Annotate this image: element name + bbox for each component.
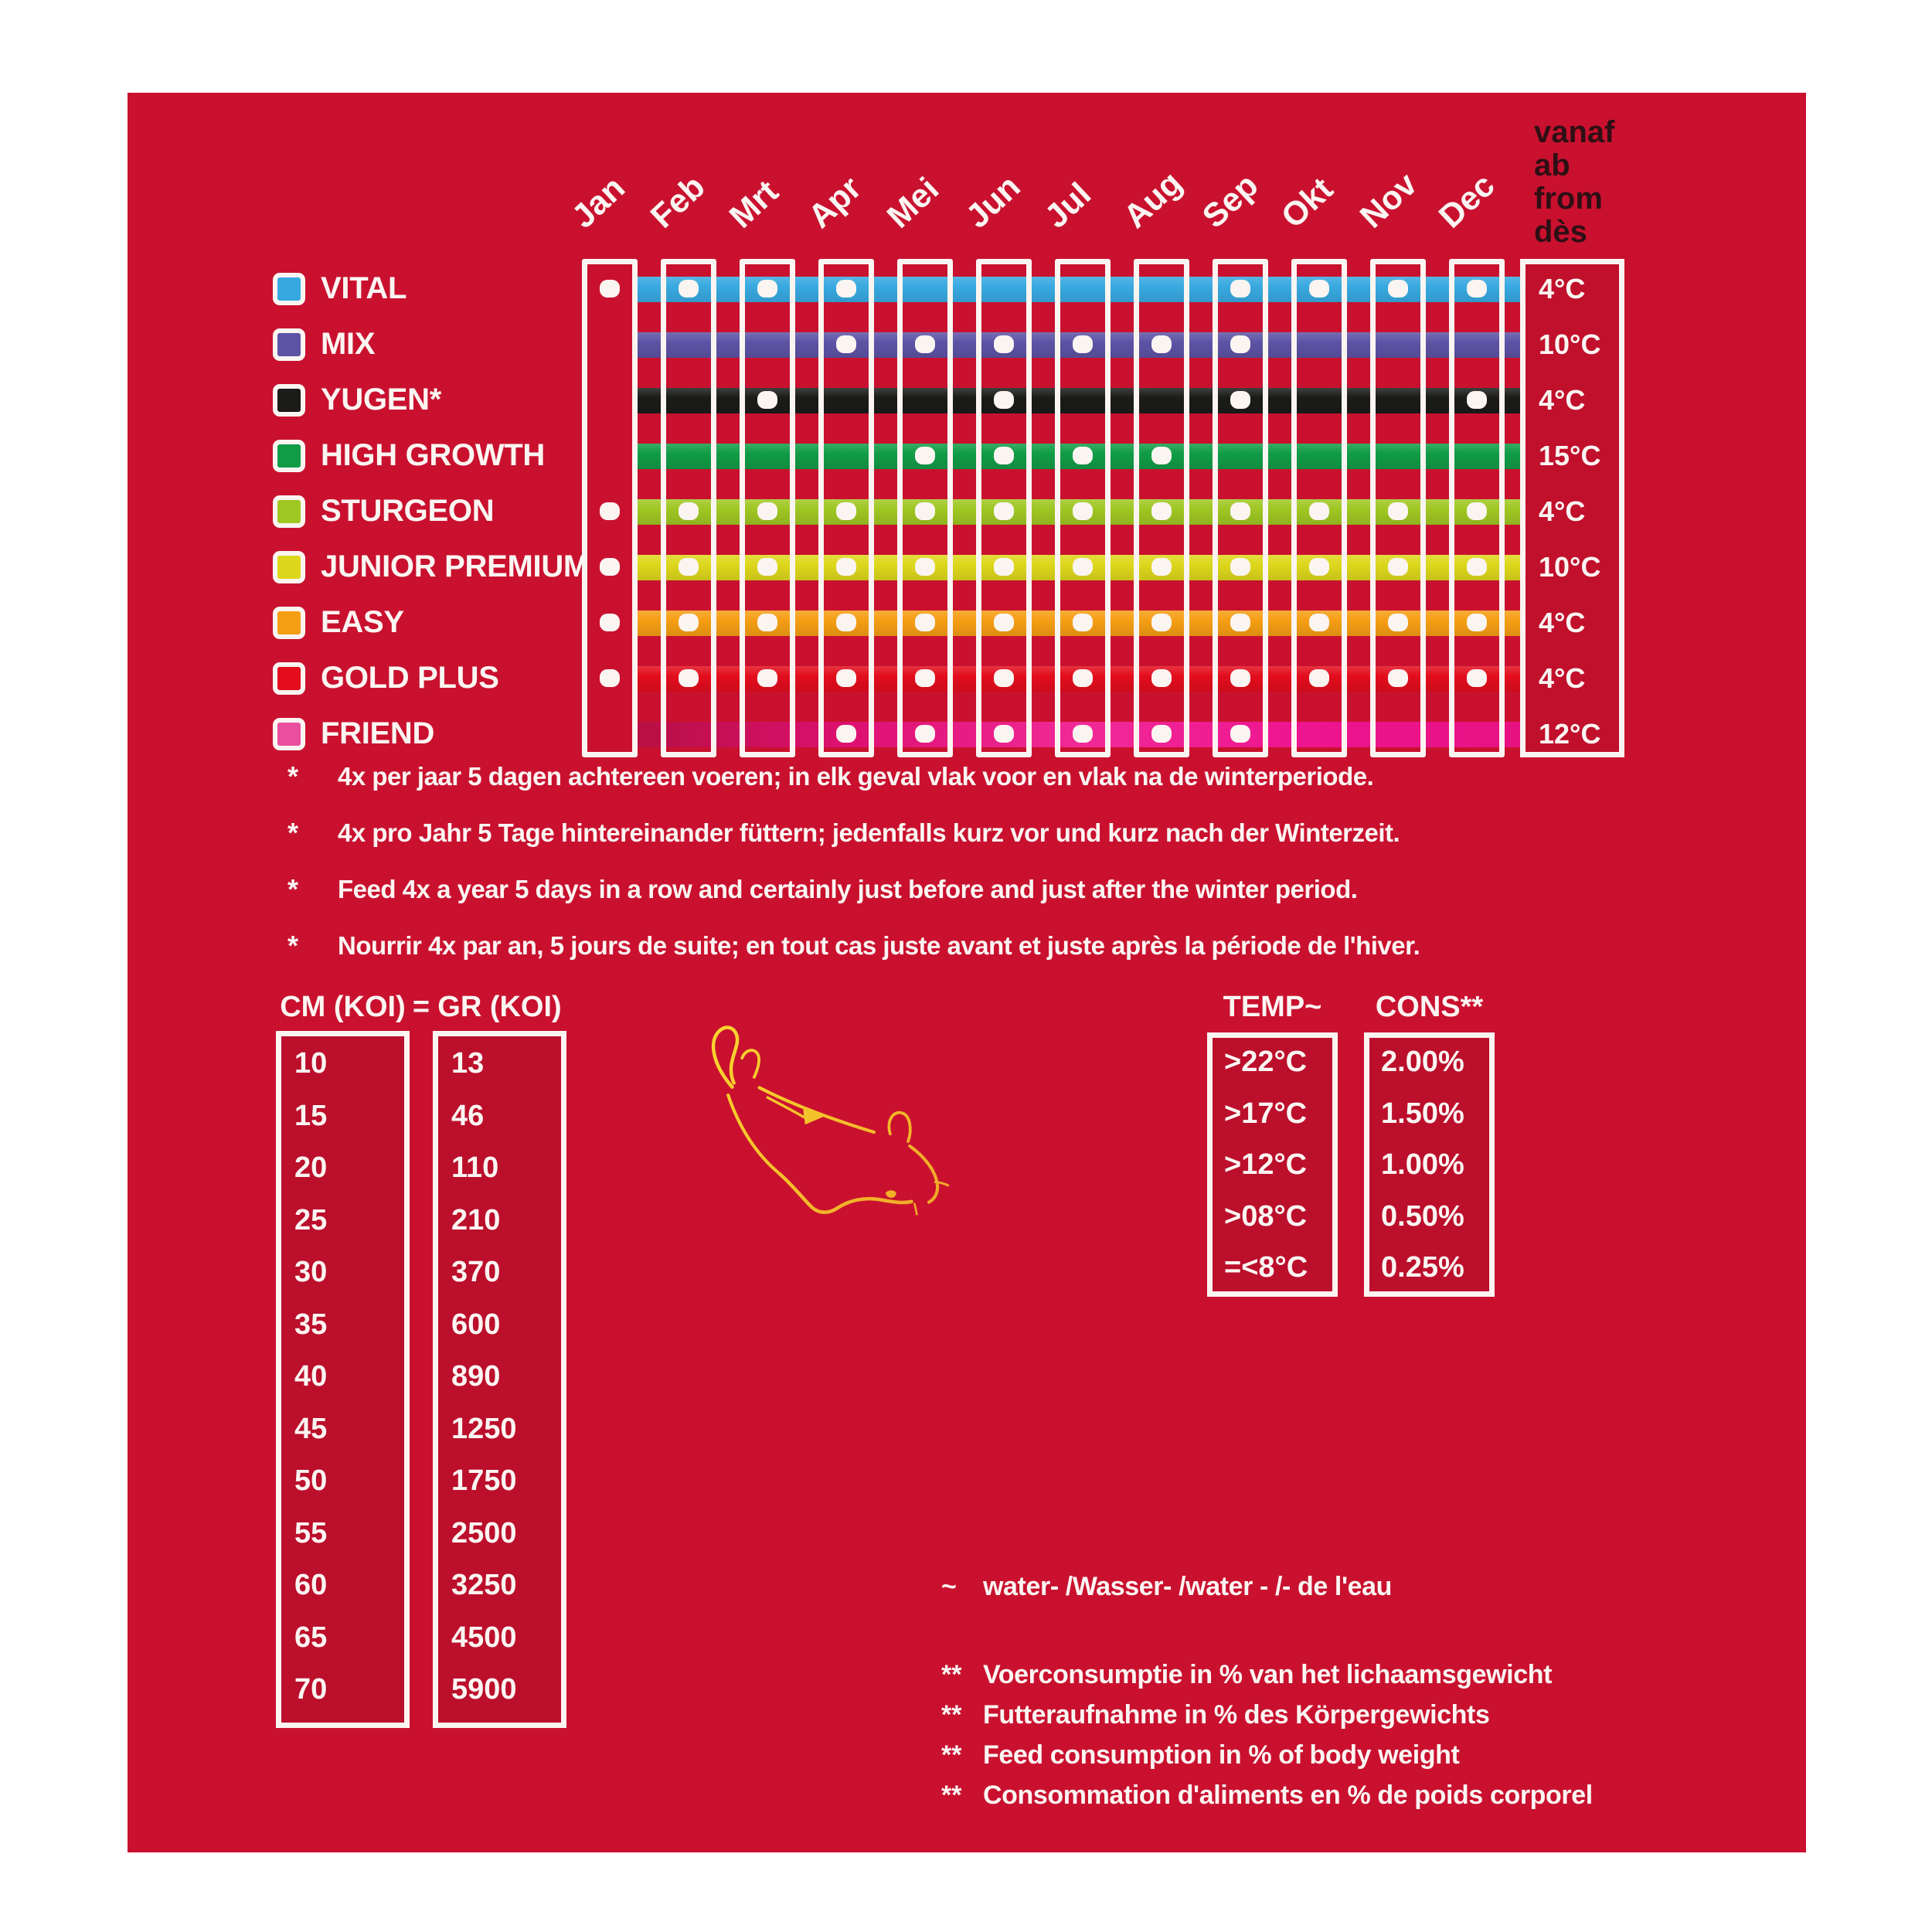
from-temperature-mix: 10°C [1539, 328, 1601, 360]
feeding-dot-mrt-gold-plus [757, 669, 777, 687]
consumption-temp-value-1: >17°C [1224, 1097, 1308, 1130]
koi-tail-outer-stroke [713, 1028, 737, 1087]
legend-label-mix: MIX [321, 327, 376, 361]
feeding-dot-sep-gold-plus [1230, 669, 1250, 687]
size-table-cm-value-25: 25 [294, 1203, 328, 1236]
size-table-cm-value-65: 65 [294, 1621, 328, 1654]
size-table-gr-value-210: 210 [451, 1203, 501, 1236]
feeding-dot-jun-high-growth [994, 447, 1014, 464]
star-footnote-mark: * [287, 760, 299, 792]
size-table-cm-value-35: 35 [294, 1308, 328, 1341]
consumption-cons-value-1: 1.50% [1381, 1097, 1464, 1130]
legend-swatch-gold-plus [273, 662, 305, 695]
feeding-dot-mrt-easy [757, 614, 777, 631]
feeding-dot-okt-vital [1309, 280, 1329, 298]
from-header-line: dès [1534, 215, 1587, 249]
from-temperature-easy: 4°C [1539, 607, 1586, 638]
consumption-table-cons-header: CONS** [1375, 991, 1484, 1023]
size-table-gr-value-1750: 1750 [451, 1464, 517, 1497]
feeding-dot-nov-gold-plus [1388, 669, 1408, 687]
size-table-gr-value-890: 890 [451, 1360, 501, 1393]
size-table-equals: = [412, 991, 430, 1023]
feeding-dot-mei-easy [915, 614, 935, 631]
koi-back-stroke [760, 1087, 874, 1132]
feeding-dot-jul-sturgeon [1073, 502, 1093, 520]
feeding-dot-sep-friend [1230, 725, 1250, 743]
from-temperature-yugen-: 4°C [1539, 384, 1586, 416]
double-star-text-1: Futteraufnahme in % des Körpergewichts [983, 1700, 1490, 1730]
koi-mouth-stroke [914, 1204, 917, 1214]
month-label-mrt: Mrt [722, 173, 786, 236]
feeding-dot-nov-easy [1388, 614, 1408, 631]
from-temperature-header [1534, 116, 1615, 249]
size-table-gr-value-3250: 3250 [451, 1569, 517, 1601]
double-star-mark: ** [941, 1781, 962, 1810]
feeding-dot-jun-junior-premium [994, 558, 1014, 576]
star-footnote-mark: * [287, 817, 299, 849]
from-temperature-gold-plus: 4°C [1539, 662, 1586, 694]
legend-label-easy: EASY [321, 605, 404, 639]
consumption-cons-value-4: 0.25% [1381, 1251, 1464, 1284]
legend-label-vital: VITAL [321, 271, 407, 305]
double-star-text-3: Consommation d'aliments en % de poids corporel [983, 1781, 1593, 1810]
from-temperature-high-growth: 15°C [1539, 440, 1601, 471]
tilde-note: water- /Wasser- /water - /- de l'eau [983, 1572, 1393, 1601]
feeding-dot-sep-mix [1230, 335, 1250, 353]
size-table-gr-value-370: 370 [451, 1256, 501, 1288]
feeding-dot-sep-easy [1230, 614, 1250, 631]
month-label-jul: Jul [1037, 175, 1099, 236]
feeding-dot-mrt-yugen- [757, 391, 777, 409]
feeding-dot-okt-sturgeon [1309, 502, 1329, 520]
size-table-cm-value-10: 10 [294, 1047, 328, 1080]
feeding-dot-aug-friend [1151, 725, 1172, 743]
feeding-dot-apr-mix [836, 335, 856, 353]
from-temperature-junior-premium: 10°C [1539, 551, 1601, 583]
koi-fish-illustration [603, 1022, 1283, 1632]
feeding-dot-apr-junior-premium [836, 558, 856, 576]
feeding-dot-dec-easy [1467, 614, 1487, 631]
feeding-dot-okt-junior-premium [1309, 558, 1329, 576]
feeding-dot-aug-easy [1151, 614, 1172, 631]
feeding-dot-mrt-vital [757, 280, 777, 298]
feeding-dot-dec-vital [1467, 280, 1487, 298]
size-table-cm-value-40: 40 [294, 1360, 328, 1393]
consumption-temp-value-3: >08°C [1224, 1199, 1308, 1233]
feeding-dot-jun-easy [994, 614, 1014, 631]
feeding-dot-jan-vital [600, 280, 620, 298]
feeding-dot-jan-junior-premium [600, 558, 620, 576]
size-table-gr-value-4500: 4500 [451, 1621, 517, 1654]
size-table-gr-value-46: 46 [451, 1099, 485, 1132]
red-poster-panel [128, 93, 1806, 1852]
month-label-apr: Apr [801, 169, 869, 236]
feeding-dot-aug-junior-premium [1151, 558, 1172, 576]
month-label-jun: Jun [958, 168, 1028, 236]
feeding-dot-jun-yugen- [994, 391, 1014, 409]
size-table-gr-value-1250: 1250 [451, 1412, 517, 1445]
consumption-table-temp-header: TEMP~ [1223, 991, 1322, 1023]
feeding-dot-jun-mix [994, 335, 1014, 353]
feeding-dot-mrt-sturgeon [757, 502, 777, 520]
feeding-dot-feb-junior-premium [679, 558, 699, 576]
koi-belly-stroke [728, 1095, 780, 1174]
feeding-dot-jun-sturgeon [994, 502, 1014, 520]
legend-swatch-yugen- [273, 384, 305, 417]
legend-swatch-high-growth [273, 440, 305, 472]
month-label-jan: Jan [564, 169, 632, 236]
feeding-dot-mei-junior-premium [915, 558, 935, 576]
from-header-line: from [1534, 182, 1603, 216]
feeding-dot-sep-vital [1230, 280, 1250, 298]
from-header-line: vanaf [1534, 115, 1615, 149]
month-label-aug: Aug [1116, 164, 1189, 236]
month-label-sep: Sep [1195, 166, 1266, 236]
double-star-mark: ** [941, 1740, 962, 1770]
feeding-dot-jul-junior-premium [1073, 558, 1093, 576]
feeding-dot-jan-sturgeon [600, 502, 620, 520]
size-table-cm-value-15: 15 [294, 1099, 328, 1132]
feeding-dot-mrt-junior-premium [757, 558, 777, 576]
legend-label-junior-premium: JUNIOR PREMIUM [321, 549, 589, 583]
size-table-gr-header: GR (KOI) [437, 991, 562, 1023]
feeding-dot-aug-high-growth [1151, 447, 1172, 464]
feeding-dot-dec-sturgeon [1467, 502, 1487, 520]
feeding-dot-feb-easy [679, 614, 699, 631]
from-temperature-friend: 12°C [1539, 718, 1601, 750]
feeding-dot-sep-sturgeon [1230, 502, 1250, 520]
month-label-nov: Nov [1352, 165, 1425, 236]
koi-dorsal-fin [803, 1106, 827, 1124]
month-label-mei: Mei [879, 170, 947, 236]
feeding-dot-nov-sturgeon [1388, 502, 1408, 520]
consumption-cons-value-3: 0.50% [1381, 1199, 1464, 1233]
feeding-dot-nov-junior-premium [1388, 558, 1408, 576]
legend-swatch-vital [273, 273, 305, 305]
feeding-dot-nov-vital [1388, 280, 1408, 298]
feeding-dot-jul-gold-plus [1073, 669, 1093, 687]
month-label-dec: Dec [1431, 166, 1502, 236]
star-footnote-mark: * [287, 930, 299, 961]
legend-label-high-growth: HIGH GROWTH [321, 438, 546, 472]
size-table-cm-value-60: 60 [294, 1569, 328, 1601]
feeding-dot-jun-friend [994, 725, 1014, 743]
feeding-dot-dec-gold-plus [1467, 669, 1487, 687]
from-header-line: ab [1534, 148, 1570, 182]
feeding-dot-okt-gold-plus [1309, 669, 1329, 687]
month-label-okt: Okt [1274, 170, 1341, 236]
feeding-dot-sep-yugen- [1230, 391, 1250, 409]
size-table-gr-value-2500: 2500 [451, 1516, 517, 1549]
feeding-dot-mei-gold-plus [915, 669, 935, 687]
size-table-gr-value-13: 13 [451, 1047, 485, 1080]
legend-swatch-friend [273, 718, 305, 750]
consumption-cons-value-2: 1.00% [1381, 1148, 1464, 1181]
feeding-dot-jan-gold-plus [600, 669, 620, 687]
legend-swatch-easy [273, 607, 305, 639]
feeding-dot-mei-friend [915, 725, 935, 743]
koi-eye [886, 1190, 896, 1198]
consumption-cons-value-0: 2.00% [1381, 1046, 1464, 1078]
feeding-dot-apr-gold-plus [836, 669, 856, 687]
feeding-dot-apr-sturgeon [836, 502, 856, 520]
feeding-dot-apr-vital [836, 280, 856, 298]
feeding-dot-jun-gold-plus [994, 669, 1014, 687]
feeding-dot-mei-mix [915, 335, 935, 353]
star-footnote-text-0: 4x per jaar 5 dagen achtereen voeren; in elk geval vlak voor en vlak na de winterperiode. [338, 762, 1374, 791]
feeding-dot-feb-gold-plus [679, 669, 699, 687]
size-table-gr-value-110: 110 [451, 1151, 499, 1184]
consumption-temp-value-0: >22°C [1224, 1046, 1308, 1078]
feeding-dot-feb-sturgeon [679, 502, 699, 520]
feeding-dot-mei-sturgeon [915, 502, 935, 520]
feeding-dot-sep-junior-premium [1230, 558, 1250, 576]
double-star-mark: ** [941, 1660, 962, 1689]
tilde-mark: ~ [941, 1572, 957, 1601]
star-footnote-mark: * [287, 873, 299, 905]
consumption-temp-value-4: =<8°C [1224, 1251, 1308, 1284]
koi-pectoral-fin-stroke [889, 1113, 910, 1141]
legend-label-gold-plus: GOLD PLUS [321, 661, 499, 695]
feeding-dot-jan-easy [600, 614, 620, 631]
star-footnote-text-2: Feed 4x a year 5 days in a row and certainly just before and just after the winter period. [338, 875, 1358, 903]
double-star-text-0: Voerconsumptie in % van het lichaamsgewicht [983, 1660, 1553, 1689]
size-table-gr-value-5900: 5900 [451, 1673, 517, 1706]
size-table-cm-value-30: 30 [294, 1256, 328, 1288]
legend-swatch-sturgeon [273, 495, 305, 528]
feeding-dot-jul-mix [1073, 335, 1093, 353]
from-temperature-sturgeon: 4°C [1539, 495, 1586, 527]
consumption-temp-value-2: >12°C [1224, 1148, 1308, 1181]
month-label-feb: Feb [643, 168, 713, 236]
size-table-cm-header: CM (KOI) [280, 991, 406, 1023]
star-footnote-text-3: Nourrir 4x par an, 5 jours de suite; en tout cas juste avant et juste après la période de l'hiver. [338, 931, 1420, 960]
from-temperature-vital: 4°C [1539, 273, 1586, 304]
double-star-mark: ** [941, 1700, 962, 1730]
star-footnote-text-1: 4x pro Jahr 5 Tage hintereinander füttern; jedenfalls kurz vor und kurz nach der Winterzeit. [338, 818, 1400, 847]
feeding-dot-jul-high-growth [1073, 447, 1093, 464]
feeding-dot-jul-friend [1073, 725, 1093, 743]
legend-label-friend: FRIEND [321, 716, 435, 750]
size-table-gr-value-600: 600 [451, 1308, 501, 1341]
size-table-cm-value-50: 50 [294, 1464, 328, 1497]
feeding-dot-dec-yugen- [1467, 391, 1487, 409]
feeding-dot-jul-easy [1073, 614, 1093, 631]
feeding-dot-okt-easy [1309, 614, 1329, 631]
feeding-dot-aug-gold-plus [1151, 669, 1172, 687]
feeding-dot-aug-sturgeon [1151, 502, 1172, 520]
double-star-text-2: Feed consumption in % of body weight [983, 1740, 1460, 1770]
feeding-dot-apr-easy [836, 614, 856, 631]
feeding-dot-apr-friend [836, 725, 856, 743]
koi-head-stroke [910, 1146, 937, 1202]
feeding-dot-feb-vital [679, 280, 699, 298]
feeding-dot-aug-mix [1151, 335, 1172, 353]
legend-swatch-mix [273, 328, 305, 361]
size-table-cm-value-55: 55 [294, 1516, 328, 1549]
feeding-dot-mei-high-growth [915, 447, 935, 464]
koi-tail-inner-stroke [742, 1050, 759, 1077]
feeding-dot-dec-junior-premium [1467, 558, 1487, 576]
legend-swatch-junior-premium [273, 551, 305, 583]
legend-label-yugen-: YUGEN* [321, 383, 442, 417]
size-table-cm-value-20: 20 [294, 1151, 328, 1184]
legend-label-sturgeon: STURGEON [321, 494, 495, 528]
size-table-cm-value-70: 70 [294, 1673, 328, 1706]
size-table-cm-value-45: 45 [294, 1412, 328, 1445]
